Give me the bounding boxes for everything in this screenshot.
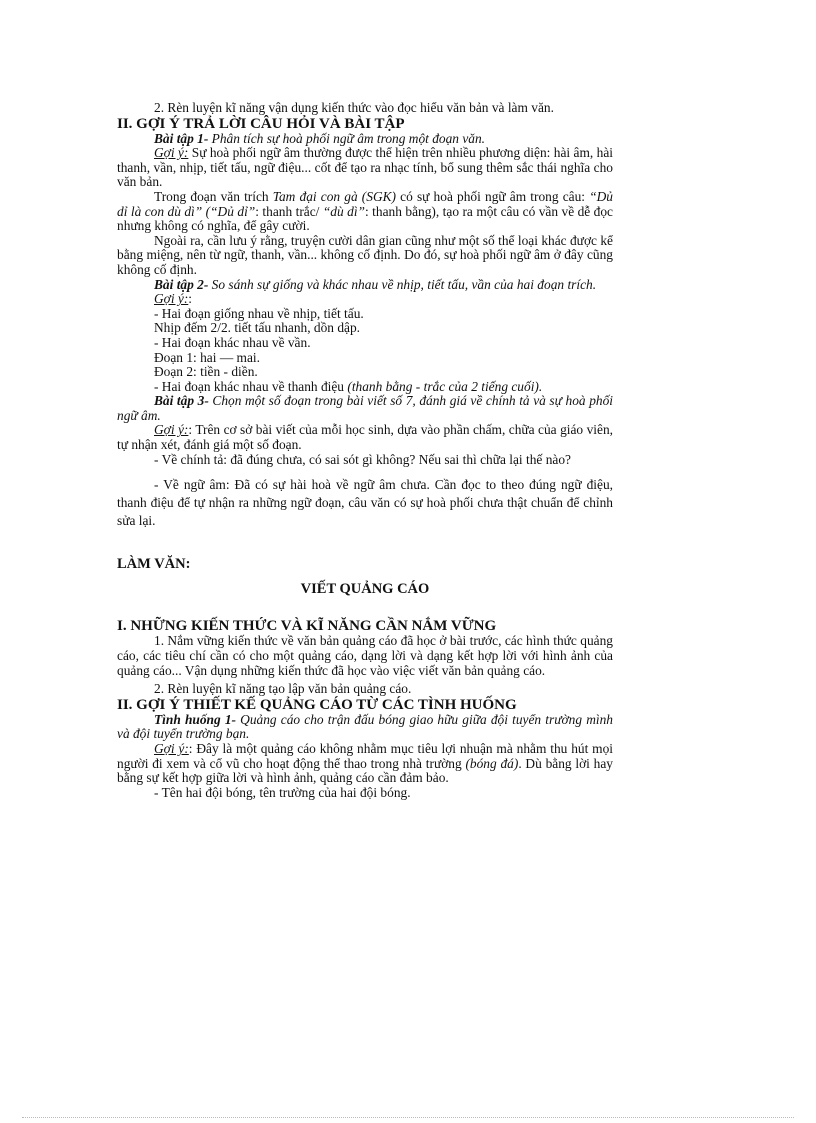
page-bottom-border <box>22 1117 794 1118</box>
text: “Dủ dỉ là con dù dì” (“Dủ dỉ” <box>117 188 614 219</box>
text: : Đây là một quảng cáo không nhằm mục tiêu lợi nhuận mà nhằm thu hút mọi người đi xem và cổ vũ cho hoạt động thể thao trong nhà trường <box>117 741 613 771</box>
exercise-3-hint <box>117 423 613 452</box>
hint-text: : <box>188 291 193 307</box>
exercise-label: Bài tập 1- <box>154 130 209 146</box>
paragraph-item-2: 2. Rèn luyện kĩ năng vận dụng kiến thức vào đọc hiểu văn bản và làm văn. <box>154 100 554 115</box>
situation-label: Tình huống 1- <box>154 711 237 727</box>
hint-label: Gợi ý: <box>154 145 189 161</box>
exercise-label: Bài tập 2- <box>154 276 209 292</box>
exercise-2-title <box>117 278 613 293</box>
text: - Hai đoạn khác nhau về thanh điệu <box>154 378 348 394</box>
text: Tam đại con gà (SGK) <box>272 188 396 204</box>
text: Trong đoạn văn trích <box>154 188 273 204</box>
text: (thanh bằng - trắc của 2 tiếng cuối). <box>347 378 543 394</box>
exercise-2-line-5: Đoạn 2: tiền - diền. <box>154 364 258 380</box>
exercise-1-para-2 <box>117 190 613 234</box>
hint-label: Gợi ý: <box>154 291 189 307</box>
text: : thanh trắc/ <box>255 203 323 219</box>
section-heading: LÀM VĂN: <box>117 556 191 573</box>
exercise-2-line-1: - Hai đoạn giống nhau về nhịp, tiết tấu. <box>154 305 364 321</box>
heading-knowledge: I. NHỮNG KIẾN THỨC VÀ KĨ NĂNG CẦN NẮM VỮNG <box>117 618 497 635</box>
exercise-text: Phân tích sự hoà phối ngữ âm trong một đoạn văn. <box>208 130 486 146</box>
heading-design-guide: II. GỢI Ý THIẾT KẾ QUẢNG CÁO TỪ CÁC TÌNH HUỐNG <box>117 696 517 713</box>
document-page <box>117 101 613 800</box>
exercise-3-title <box>117 394 613 423</box>
exercise-text: Chọn một số đoạn trong bài viết số 7, đánh giá về chính tả và sự hoà phối ngữ âm. <box>117 393 614 423</box>
exercise-2-line-6 <box>117 380 613 395</box>
hint-label: Gợi ý: <box>154 422 189 438</box>
exercise-3-line-1: - Về chính tả: đã đúng chưa, có sai sót gì không? Nếu sai thì chữa lại thế nào? <box>154 451 571 467</box>
heading-answer-guide: II. GỢI Ý TRẢ LỜI CÂU HỎI VÀ BÀI TẬP <box>117 115 405 132</box>
exercise-2-hint <box>117 292 613 307</box>
text: . Dù bằng lời hay bằng sự kết hợp giữa lời và hình ảnh, quảng cáo cần đảm bảo. <box>117 755 613 786</box>
text: (bóng đá) <box>465 755 519 771</box>
exercise-1-para-3: Ngoài ra, cần lưu ý rằng, truyện cười dân gian cũng như một số thể loại khác được kể bằng miệng, nên từ ngữ, thanh, vần... không cố định. Do đó, sự hoà phối ngữ âm ở đây cũng không cố định. <box>117 232 613 277</box>
exercise-3-line-2: - Về ngữ âm: Đã có sự hài hoà về ngữ âm chưa. Cần đọc to theo đúng ngữ điệu, thanh điệu để tự nhận ra những ngữ đoạn, câu văn có sự hoà phối chưa thật chuẩn để chỉnh sửa lại. <box>117 477 613 529</box>
text: “dù dì” <box>322 203 366 219</box>
text: có sự hoà phối ngữ âm trong câu: <box>396 188 590 204</box>
situation-text: Quảng cáo cho trận đấu bóng giao hữu giữa đội tuyển trường mình và đội tuyển trường bạn. <box>117 711 613 742</box>
hint-text: Sự hoà phối ngữ âm thường được thể hiện trên nhiều phương diện: hài âm, hài thanh, vần, nhịp, tiết tấu, ngữ điệu... cốt để tạo ra nhạc tính, bổ sung thêm sắc thái nghĩa cho văn bản. <box>117 145 613 190</box>
situation-1-title <box>117 713 613 742</box>
exercise-2-line-2: Nhịp đếm 2/2. tiết tấu nhanh, dồn dập. <box>154 320 361 336</box>
knowledge-item-1: 1. Nắm vững kiến thức về văn bản quảng cáo đã học ở bài trước, các hình thức quảng cáo, các tiêu chí cần có cho một quảng cáo, dạng lời và dạng kết hợp lời với hình ảnh của quảng cáo... Vận dụng những kiến thức đã học vào việc viết văn bản quảng cáo. <box>117 633 613 678</box>
situation-1-line-1: - Tên hai đội bóng, tên trường của hai đội bóng. <box>154 784 411 800</box>
hint-text: : Trên cơ sở bài viết của mỗi học sinh, dựa vào phần chấm, chữa của giáo viên, tự nhận xét, đánh giá một số đoạn. <box>117 422 613 453</box>
exercise-1-title <box>117 132 613 147</box>
situation-1-hint <box>117 742 613 786</box>
exercise-2-line-4: Đoạn 1: hai — mai. <box>154 349 260 365</box>
hint-label: Gợi ý: <box>154 741 189 756</box>
exercise-1-hint <box>117 146 613 190</box>
text: : thanh bằng), tạo ra một câu có vần về dễ đọc nhưng không có nghĩa, để gây cười. <box>117 203 614 234</box>
exercise-2-line-3: - Hai đoạn khác nhau về vần. <box>154 334 311 350</box>
exercise-label: Bài tập 3- <box>154 393 209 409</box>
knowledge-item-2: 2. Rèn luyện kĩ năng tạo lập văn bản quảng cáo. <box>154 681 412 697</box>
lesson-title: VIẾT QUẢNG CÁO <box>300 580 430 597</box>
exercise-text: So sánh sự giống và khác nhau về nhịp, tiết tấu, vần của hai đoạn trích. <box>208 276 597 292</box>
